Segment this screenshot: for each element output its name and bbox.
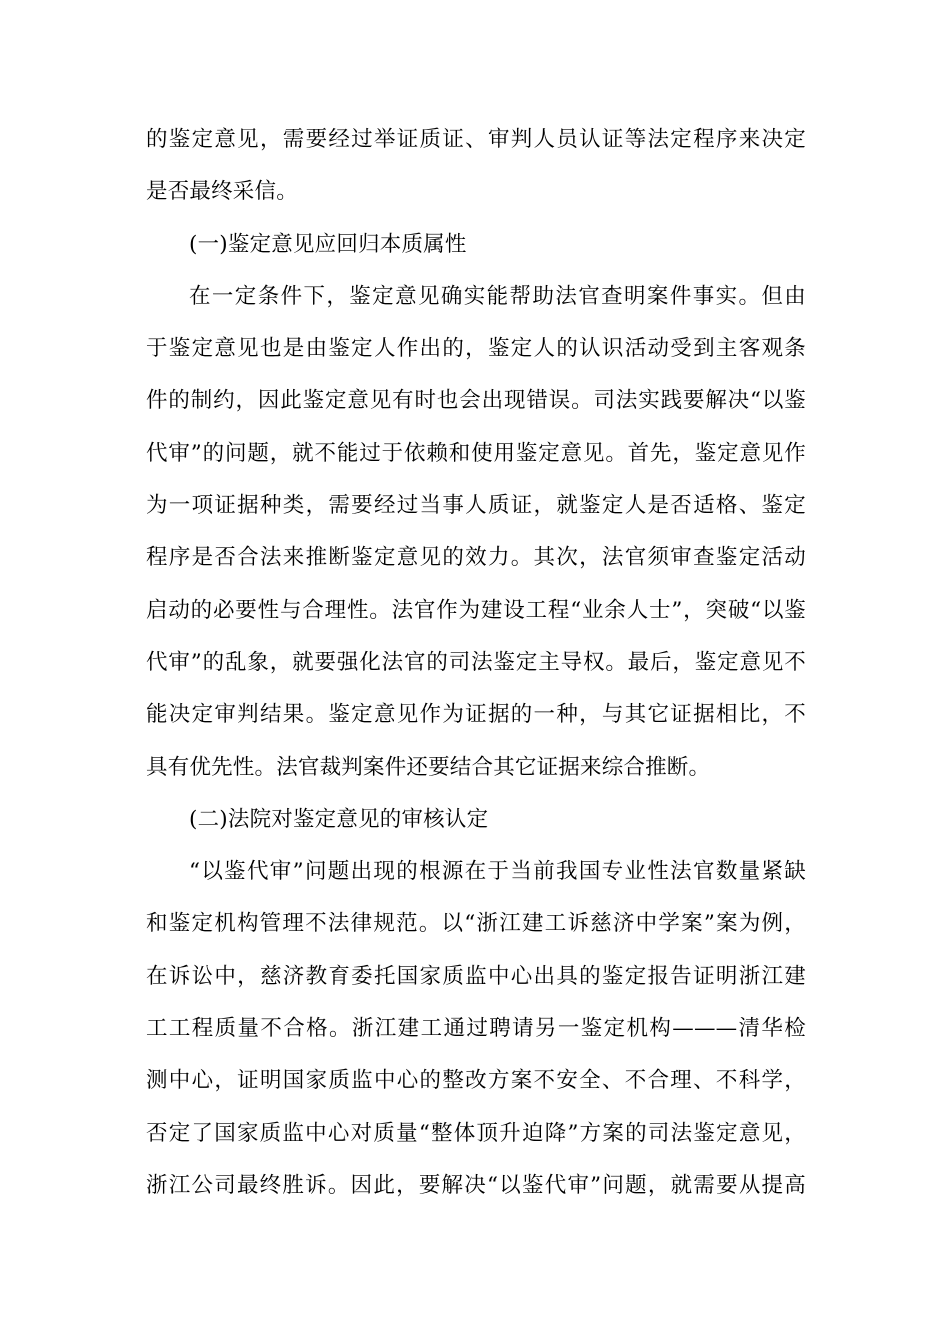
text-line: 程序是否合法来推断鉴定意见的效力。其次，法官须审查鉴定活动 [146,545,806,571]
text-line: 为一项证据种类，需要经过当事人质证，就鉴定人是否适格、鉴定 [146,493,806,519]
text-line: 的鉴定意见，需要经过举证质证、审判人员认证等法定程序来决定 [146,127,806,152]
text-line: 否定了国家质监中心对质量“整体顶升迫降”方案的司法鉴定意见， [146,1120,806,1146]
text-line: 代审”的问题，就不能过于依赖和使用鉴定意见。首先，鉴定意见作 [146,440,806,466]
section-heading: (二)法院对鉴定意见的审核认定 [189,806,489,832]
text-line: 在一定条件下，鉴定意见确实能帮助法官查明案件事实。但由 [189,283,806,309]
text-line: 能决定审判结果。鉴定意见作为证据的一种，与其它证据相比，不 [146,702,806,728]
text-line: 和鉴定机构管理不法律规范。以“浙江建工诉慈济中学案”案为例， [146,911,806,937]
document-body [146,114,806,1212]
text-line: 在诉讼中，慈济教育委托国家质监中心出具的鉴定报告证明浙江建 [146,963,806,989]
text-line: 工工程质量不合格。浙江建工通过聘请另一鉴定机构———清华检 [146,1016,806,1042]
text-line: 测中心，证明国家质监中心的整改方案不安全、不合理、不科学， [146,1068,806,1094]
text-line: 是否最终采信。 [146,179,298,205]
text-line: 具有优先性。法官裁判案件还要结合其它证据来综合推断。 [146,754,711,780]
section-heading: (一)鉴定意见应回归本质属性 [189,231,467,257]
text-line: 浙江公司最终胜诉。因此，要解决“以鉴代审”问题，就需要从提高 [146,1172,806,1198]
text-line: 代审”的乱象，就要强化法官的司法鉴定主导权。最后，鉴定意见不 [146,649,806,675]
text-line: 启动的必要性与合理性。法官作为建设工程“业余人士”，突破“以鉴 [146,597,806,623]
text-line: 于鉴定意见也是由鉴定人作出的，鉴定人的认识活动受到主客观条 [146,336,806,362]
text-line: 件的制约，因此鉴定意见有时也会出现错误。司法实践要解决“以鉴 [146,388,806,414]
text-line: “以鉴代审”问题出现的根源在于当前我国专业性法官数量紧缺 [189,859,806,885]
